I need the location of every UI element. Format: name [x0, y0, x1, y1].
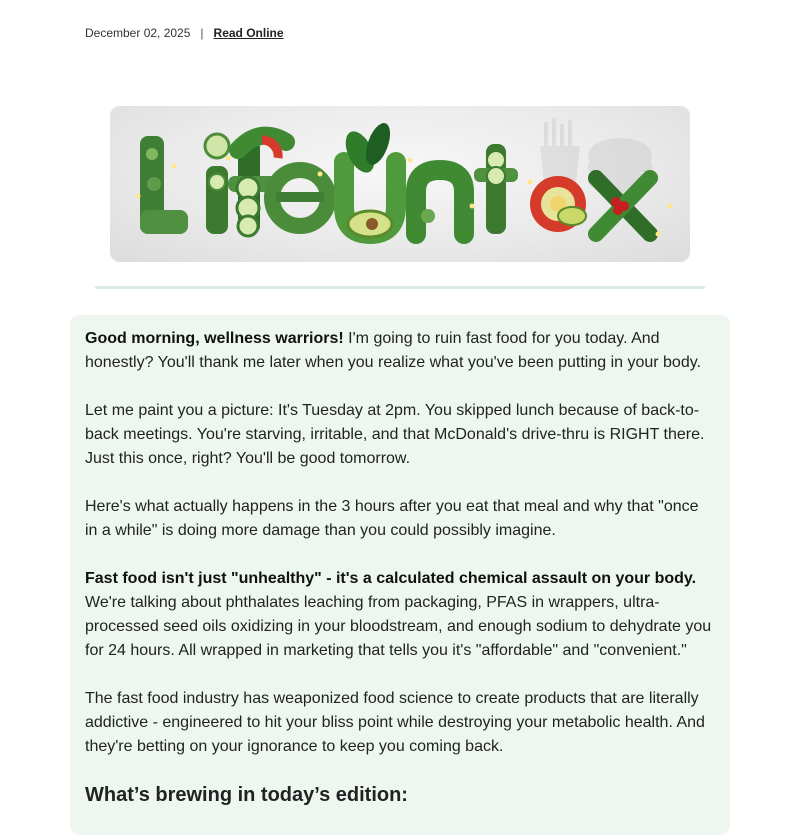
article-body: [85, 327, 715, 807]
intro-paragraph: [85, 327, 715, 375]
section-heading: What’s brewing in today’s edition:: [85, 784, 408, 806]
newsletter-banner: [110, 106, 690, 262]
industry-paragraph: The fast food industry has weaponized food science to create products that are literally addictive - engineered to hit your bliss point while destroying your metabolic health. And they're betting on your ignorance to keep you coming back.: [85, 690, 705, 755]
greeting: Good morning, wellness warriors!: [85, 330, 344, 347]
chemical-text: We're talking about phthalates leaching from packaging, PFAS in wrappers, ultra-processed seed oils oxidizing in your bloodstream, and enough sodium to dehydrate you for 24 hours. All wrapped in marketing that tells you it's "affordable" and "convenient.": [85, 594, 712, 659]
scenario-paragraph: Let me paint you a picture: It's Tuesday at 2pm. You skipped lunch because of back-to-back meetings. You're starving, irritable, and that McDonald's drive-thru is RIGHT there. Just this once, right? You'll be good tomorrow.: [85, 402, 705, 467]
email-header-bar: [85, 26, 284, 40]
intro-text: I'm going to ruin fast food for you today. And honestly? You'll thank me later when you realize what you've been putting in your body.: [85, 330, 701, 371]
read-online-link[interactable]: Read Online: [213, 26, 284, 40]
chemical-headline: Fast food isn't just "unhealthy" - it's a calculated chemical assault on your body.: [85, 570, 697, 587]
issue-date: December 02, 2025: [85, 26, 191, 40]
chemical-paragraph: [85, 567, 715, 663]
banner-logo-image: [110, 106, 690, 262]
header-divider: [95, 286, 705, 289]
three-hours-paragraph: Here's what actually happens in the 3 hours after you eat that meal and why that "once in a while" is doing more damage than you could possibly imagine.: [85, 498, 699, 539]
header-separator: |: [200, 26, 204, 40]
